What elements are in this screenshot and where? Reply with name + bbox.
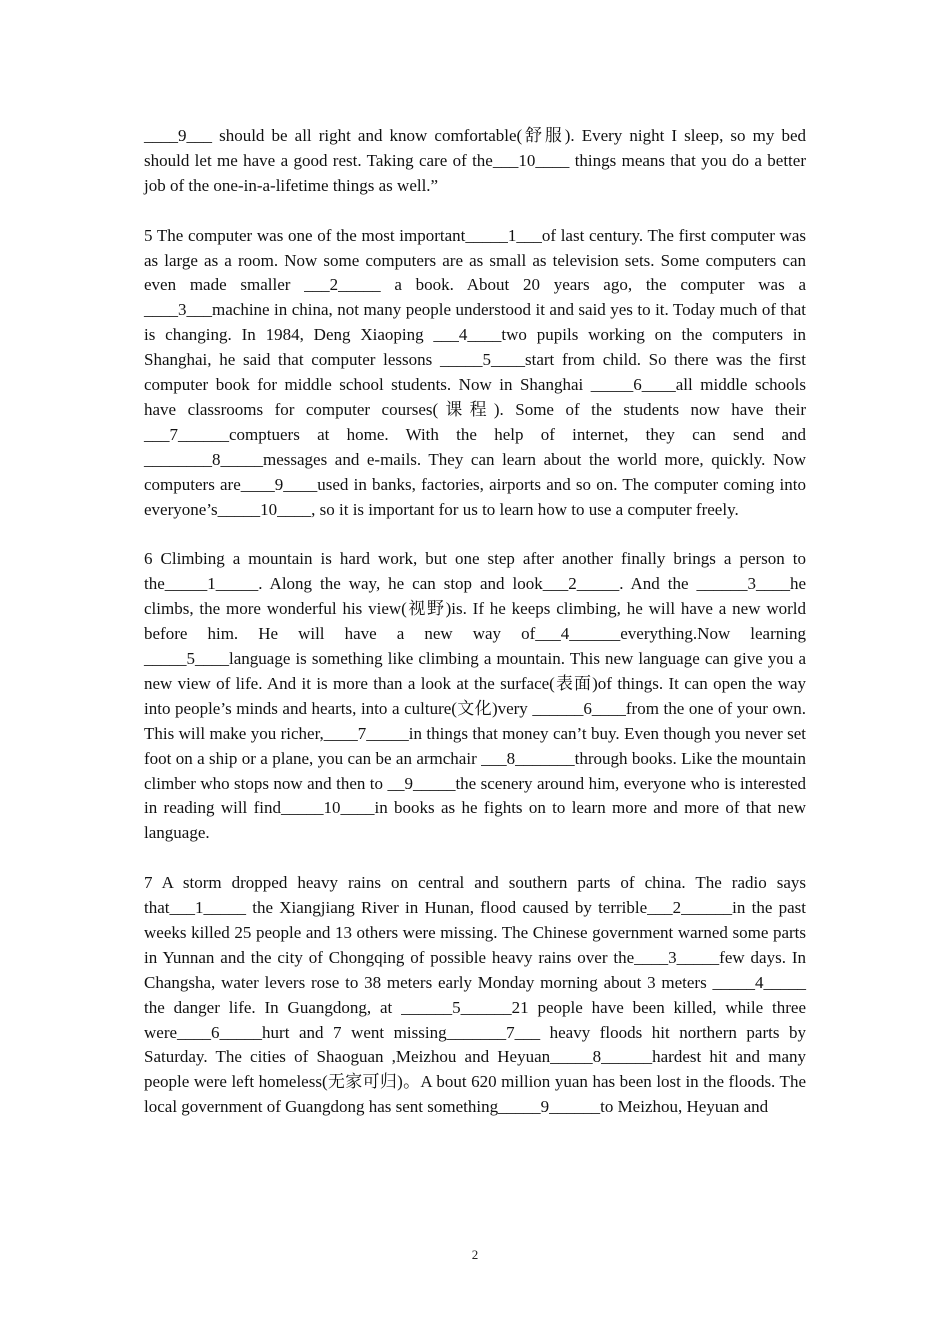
paragraph-passage-5: 5 The computer was one of the most important_____1___of last century. The first computer was as large as a room. Now some computers are as small as television sets. Some computers can even made smaller ___2_____ a book. About 20 years ago, the computer was a ____3___machine in china, not many people understood it and said yes to it. Today much of that is changing. In 1984, Deng Xiaoping ___4____two pupils working on the computers in Shanghai, he said that computer lessons _____5____start from child. So there was the first computer book for middle school students. Now in Shanghai _____6____all middle schools have classrooms for computer courses(课程). Some of the students now have their ___7______comptuers at home. With the help of internet, they can send and ________8_____messages and e-mails. They can learn about the world more, quickly. Now computers are____9____used in banks, factories, airports and so on. The computer coming into everyone’s_____10____, so it is important for us to learn how to use a computer freely. [144, 225, 806, 519]
page-number: 2 [471, 1247, 479, 1262]
document-body [144, 124, 806, 1145]
paragraph-passage-7: 7 A storm dropped heavy rains on central and southern parts of china. The radio says that___1_____ the Xiangjiang River in Hunan, flood caused by terrible___2______in the past weeks killed 25 people and 13 others were missing. The Chinese government warned some parts in Yunnan and the city of Chongqing of possible heavy rains over the____3_____few days. In Changsha, water levers rose to 38 meters early Monday morning about 3 meters _____4_____ the danger life. In Guangdong, at ______5______21 people have been killed, while three were____6_____hurt and 7 went missing_______7___ heavy floods hit northern parts by Saturday. The cities of Shaoguan ,Meizhou and Heyuan_____8______hardest hit and many people were left homeless(无家可归)。A bout 620 million yuan has been lost in the floods. The local government of Guangdong has sent something_____9______to Meizhou, Heyuan and [144, 873, 806, 1117]
paragraph-continuation: ____9___ should be all right and know comfortable(舒服). Every night I sleep, so my bed should let me have a good rest. Taking care of the___10____ things means that you do a better job of the one-in-a-lifetime things as well.” [144, 126, 806, 195]
paragraph-passage-6: 6 Climbing a mountain is hard work, but one step after another finally brings a person to the_____1_____. Along the way, he can stop and look___2_____. And the ______3____he climbs, the more wonderful his view(视野)is. If he keeps climbing, he will have a new world before him. He will have a new way of___4______everything.Now learning _____5____language is something like climbing a mountain. This new language can give you a new view of life. And it is more than a look at the surface(表面)of things. It can open the way into people’s minds and hearts, into a culture(文化)very ______6____from the one of your own. This will make you richer,____7_____in things that money can’t buy. Even though you never set foot on a ship or a plane, you can be an armchair ___8_______through books. Like the mountain climber who stops now and then to __9_____the scenery around him, everyone who is interested in reading will find_____10____in books as he fights on to learn more and more of that new language. [144, 549, 806, 843]
